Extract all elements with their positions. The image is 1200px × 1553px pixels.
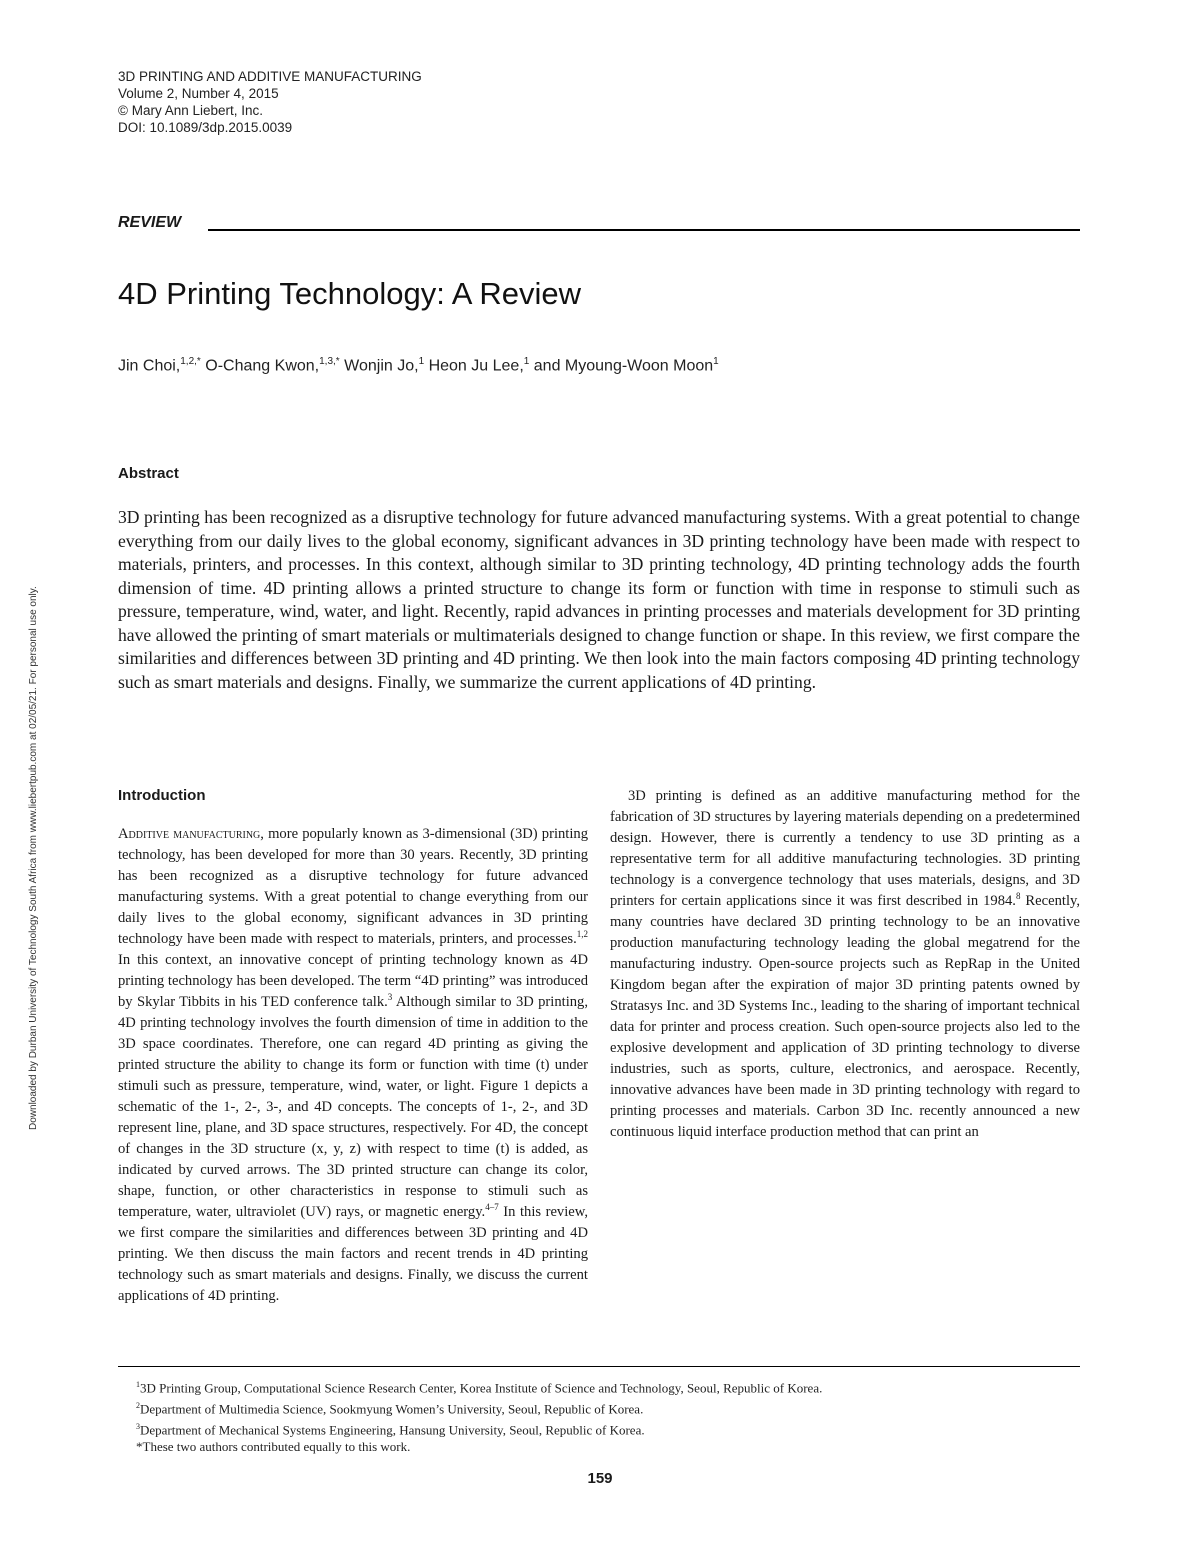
section-header: [118, 214, 1080, 236]
author-name: Jin Choi,: [118, 357, 181, 375]
author-affiliation: 1,2,*: [180, 356, 201, 367]
author-affiliation: 1: [523, 356, 530, 367]
footnote: [136, 1397, 822, 1418]
journal-doi: DOI: 10.1089/3dp.2015.0039: [118, 120, 293, 135]
paragraph-text: In this review, we first compare the similarities and differences between 3D printing and 4D printing. We then discuss the main factors and recent trends in 4D printing technology such as smart materials and designs. Finally, we discuss the current applications of 4D printing.: [118, 1204, 589, 1304]
author-affiliation: 1: [418, 356, 425, 367]
page-number: 159: [587, 1470, 613, 1487]
footnotes: [136, 1376, 822, 1456]
footnote: [136, 1438, 822, 1456]
footnote-mark: 3: [136, 1421, 140, 1431]
journal-name: 3D PRINTING AND ADDITIVE MANUFACTURING: [118, 69, 422, 84]
abstract-heading: Abstract: [118, 465, 179, 482]
paragraph-text: Recently, many countries have declared 3D printing technology to be an innovative production manufacturing technology leading the global megatrend for the manufacturing industry. Open-source projects such as RepRap in the United Kingdom began after the expiration of major 3D printing patents owned by Stratasys Inc. and 3D Systems Inc., leading to the sharing of important technical data for printer and process creation. Such open-source projects also led to the explosive development and application of 3D printing technology to diverse industries, such as sports, culture, electronics, and aerospace. Recently, innovative advances have been made in 3D printing technology with regard to printing processes and materials. Carbon 3D Inc. recently announced a new continuous liquid interface production method that can print an: [610, 893, 1080, 1140]
footnote-text: 3D Printing Group, Computational Science Research Center, Korea Institute of Science and Technology, Seoul, Republic of Korea.: [140, 1380, 823, 1396]
footnote: [136, 1376, 822, 1397]
body-column-right: [610, 786, 1080, 1143]
footnote: [136, 1418, 822, 1439]
journal-volume: Volume 2, Number 4, 2015: [118, 86, 279, 101]
author-name: Heon Ju Lee,: [428, 357, 524, 375]
paragraph-text: Although similar to 3D printing, 4D printing technology involves the fourth dimension of time in addition to the 3D space coordinates. Therefore, one can regard 4D printing as giving the printed structure the ability to change its form or function with time (t) under stimuli such as pressure, temperature, wind, water, or light. Figure 1 depicts a schematic of the 1-, 2-, 3-, and 4D concepts. The concepts of 1-, 2-, and 3D represent line, plane, and 3D space structures, respectively. For 4D, the concept of changes in the 3D structure (x, y, z) with respect to time (t) is added, as indicated by curved arrows. The 3D printed structure can change its color, shape, function, or other characteristics in response to stimuli such as temperature, water, ultraviolet (UV) rays, or magnetic energy.: [118, 994, 588, 1220]
paragraph-text: 3D printing is defined as an additive manufacturing method for the fabrication of 3D structures by layering materials depending on a predetermined design. However, there is currently a tendency to use 3D printing as a representative term for all additive manufacturing technologies. 3D printing technology is a convergence technology that uses materials, designs, and 3D printers for certain applications since it was first described in 1984.: [610, 788, 1080, 909]
intro-paragraph-2: [610, 786, 1080, 1143]
download-notice: [28, 430, 48, 1130]
footnote-mark: 1: [136, 1380, 140, 1389]
introduction-heading: Introduction: [118, 787, 206, 804]
paragraph-text: more popularly known as 3-dimensional (3D) printing technology, has been developed for more than 30 years. Recently, 3D printing has been recognized as a disruptive technology for future advanced manufacturing systems. With a great potential to change everything from our daily lives to the global economy, significant advances in 3D printing technology have been made with respect to materials, printers, and processes.: [118, 826, 588, 947]
author-name: Wonjin Jo,: [344, 357, 419, 375]
journal-header: [118, 68, 422, 136]
author-affiliation: 1,3,*: [319, 356, 340, 367]
footnote-text: Department of Multimedia Science, Sookmyung Women’s University, Seoul, Republic of Korea.: [140, 1401, 644, 1417]
journal-publisher: © Mary Ann Liebert, Inc.: [118, 103, 264, 118]
body-column-left: [118, 786, 588, 1307]
author-name: and Myoung-Woon Moon: [533, 357, 714, 375]
footnote-text: *These two authors contributed equally to this work.: [136, 1439, 411, 1455]
citation: 4–7: [485, 1202, 499, 1213]
paper-title: 4D Printing Technology: A Review: [118, 276, 581, 311]
download-notice-text: Downloaded by Durban University of Technology South Africa from www.liebertpub.com at 02/05/21. For personal use only.: [28, 586, 39, 1130]
footnote-mark: 2: [136, 1400, 140, 1410]
section-rule: [208, 229, 1080, 231]
author-list: [118, 356, 719, 375]
citation: 1,2: [576, 929, 588, 940]
footnote-rule: [118, 1366, 1080, 1367]
intro-paragraph-1: [118, 824, 588, 1307]
author-name: O-Chang Kwon,: [205, 357, 320, 375]
abstract-body: 3D printing has been recognized as a disruptive technology for future advanced manufacturing systems. With a great potential to change everything from our daily lives to the global economy, significant advances in 3D printing technology have been made with respect to materials, printers, and processes. In this context, although similar to 3D printing technology, 4D printing technology adds the fourth dimension of time. 4D printing allows a printed structure to change its form or function with time in response to stimuli such as pressure, temperature, wind, water, and light. Recently, rapid advances in printing processes and materials development for 3D printing have allowed the printing of smart materials or multimaterials designed to change function or shape. In this review, we first compare the similarities and differences between 3D printing and 4D printing. We then look into the main factors composing 4D printing technology such as smart materials and designs. Finally, we summarize the current applications of 4D printing.: [118, 507, 1080, 692]
section-label: REVIEW: [118, 214, 182, 231]
citation: 3: [387, 992, 393, 1003]
drop-lead: Additive manufacturing,: [118, 826, 264, 842]
paragraph-text: In this context, an innovative concept of printing technology known as 4D printing technology has been developed. The term “4D printing” was introduced by Skylar Tibbits in his TED conference talk.: [118, 952, 588, 1010]
citation: 8: [1015, 891, 1021, 902]
footnote-text: Department of Mechanical Systems Engineering, Hansung University, Seoul, Republic of Korea.: [140, 1421, 645, 1437]
author-affiliation: 1: [713, 356, 719, 367]
